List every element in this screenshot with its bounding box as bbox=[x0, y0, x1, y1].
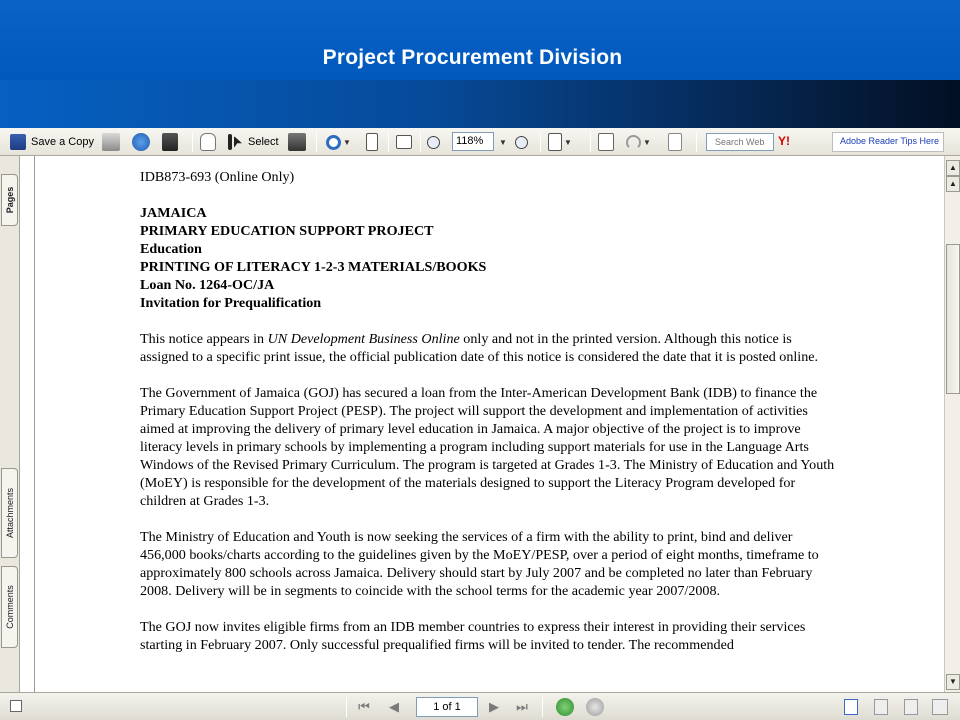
first-page-button[interactable]: ⏮ bbox=[358, 699, 370, 714]
next-page-button[interactable]: ▶ bbox=[489, 699, 499, 714]
reader-toolbar bbox=[0, 128, 960, 156]
zoom-in-button[interactable] bbox=[515, 131, 528, 153]
email-button[interactable] bbox=[132, 131, 150, 153]
select-label: Select bbox=[248, 136, 279, 148]
reader-tips-link[interactable]: Adobe Reader Tips Here bbox=[832, 132, 944, 152]
save-copy-label: Save a Copy bbox=[31, 136, 94, 148]
minus-circle-icon bbox=[427, 136, 440, 149]
page-rotate-icon bbox=[548, 133, 562, 151]
select-tool-button[interactable] bbox=[228, 131, 279, 153]
document-page bbox=[140, 168, 840, 672]
hand-tool-button[interactable] bbox=[200, 131, 216, 153]
fit-page-icon bbox=[366, 133, 378, 151]
last-page-button[interactable]: ⏭ bbox=[516, 699, 528, 714]
text-cursor-icon bbox=[228, 134, 232, 150]
spell-check-icon bbox=[598, 133, 614, 151]
zoom-tool-button[interactable] bbox=[326, 131, 351, 153]
scrollbar-thumb[interactable] bbox=[946, 244, 960, 394]
navigation-panel bbox=[0, 156, 20, 692]
arrow-pointer-icon bbox=[234, 136, 242, 148]
go-forward-button[interactable] bbox=[586, 698, 604, 716]
rotate-page-button[interactable] bbox=[548, 131, 572, 153]
zoom-out-button[interactable] bbox=[427, 131, 440, 153]
heading-line: PRINTING OF LITERACY 1-2-3 MATERIALS/BOOKS bbox=[140, 259, 487, 275]
fit-width-icon bbox=[396, 135, 412, 149]
heading-line: PRIMARY EDUCATION SUPPORT PROJECT bbox=[140, 223, 434, 239]
notice-reference: IDB873-693 (Online Only) bbox=[140, 169, 295, 185]
single-page-view-button[interactable] bbox=[844, 699, 858, 715]
scroll-up-button[interactable]: ▲ bbox=[946, 160, 960, 176]
slide-title: Project Procurement Division bbox=[322, 46, 623, 69]
globe-mail-icon bbox=[132, 133, 150, 151]
yahoo-search-button[interactable]: Y! bbox=[778, 134, 790, 148]
facing-view-button[interactable] bbox=[904, 699, 918, 715]
copy-button[interactable] bbox=[668, 131, 682, 153]
heading-line: Invitation for Prequalification bbox=[140, 295, 322, 311]
body-paragraph: The Government of Jamaica (GOJ) has secured a loan from the Inter-American Development Bank (IDB) to finance the Primary Education Support Project (PESP). The project will support the development and implementation of activities aimed at improving the delivery of primary level education in Jamaica. A major objective of the project is to improve literacy levels in primary schools by implementing a program including support materials for use in the Language Arts Windows of the Revised Primary Curriculum. The program is targeted at Grades 1-3. The Ministry of Education and Youth (MoEY) is responsible for the development of the materials designed to support the Literacy Program developed for children at Grades 1-3. bbox=[140, 385, 835, 509]
find-button[interactable] bbox=[162, 131, 178, 153]
continuous-facing-view-button[interactable] bbox=[932, 699, 948, 715]
vertical-scrollbar[interactable] bbox=[944, 156, 960, 692]
floppy-disk-icon bbox=[10, 134, 26, 150]
tab-comments[interactable] bbox=[1, 566, 18, 648]
print-button[interactable] bbox=[102, 131, 120, 153]
go-back-button[interactable] bbox=[556, 698, 574, 716]
scroll-top-button[interactable]: ▲ bbox=[946, 176, 960, 192]
previous-page-button[interactable]: ◀ bbox=[389, 699, 399, 714]
chevron-down-icon: ▼ bbox=[343, 137, 351, 147]
chevron-down-icon: ▼ bbox=[564, 137, 572, 147]
zoom-level-input[interactable]: 118% bbox=[452, 132, 494, 151]
page-number-input[interactable]: 1 of 1 bbox=[416, 697, 478, 717]
body-paragraph: The Ministry of Education and Youth is now seeking the services of a firm with the ability to print, bind and deliver 456,000 books/charts according to the guidelines given by the MoEY/PESP, over a period of eight months, timeframe to approximately 800 schools across Jamaica. Delivery should start by July 2007 and be completed no later than February 2008. Delivery will be in segments to coincide with the school terms for the academic year 2007/2008. bbox=[140, 529, 819, 599]
fit-height-button[interactable] bbox=[366, 131, 378, 153]
search-web-input[interactable]: Search Web bbox=[706, 133, 774, 151]
undo-button[interactable] bbox=[626, 131, 651, 153]
chevron-down-icon: ▼ bbox=[499, 137, 507, 147]
notice-text: This notice appears in bbox=[140, 331, 268, 347]
continuous-view-button[interactable] bbox=[874, 699, 888, 715]
notice-paragraph bbox=[140, 330, 840, 366]
notice-heading bbox=[140, 204, 840, 312]
heading-line: JAMAICA bbox=[140, 205, 207, 221]
undo-arrow-icon bbox=[626, 135, 641, 150]
camera-icon bbox=[288, 133, 306, 151]
tab-pages-label: Pages bbox=[4, 186, 15, 214]
notice-text: only and not in the printed version. Although this notice is assigned to a specific print issue, the official publication date of this notice is considered the date that it is posted online. bbox=[140, 331, 819, 365]
page-edge bbox=[34, 156, 35, 692]
heading-line: Loan No. 1264-OC/JA bbox=[140, 277, 275, 293]
heading-line: Education bbox=[140, 241, 202, 257]
binoculars-icon bbox=[162, 133, 178, 151]
tab-comments-label: Comments bbox=[4, 585, 15, 629]
tab-attachments[interactable] bbox=[1, 468, 18, 558]
tab-attachments-label: Attachments bbox=[4, 487, 15, 539]
status-bar bbox=[0, 692, 960, 720]
fit-width-button[interactable] bbox=[396, 131, 412, 153]
spell-check-button[interactable] bbox=[598, 131, 614, 153]
save-copy-button[interactable] bbox=[10, 131, 94, 153]
slide-header bbox=[0, 0, 960, 128]
magnifier-plus-icon bbox=[326, 135, 341, 150]
window-icon[interactable] bbox=[10, 700, 22, 712]
scroll-down-button[interactable]: ▼ bbox=[946, 674, 960, 690]
snapshot-button[interactable] bbox=[288, 131, 306, 153]
header-band bbox=[0, 80, 960, 128]
publication-name: UN Development Business Online bbox=[267, 331, 460, 347]
tab-pages[interactable] bbox=[1, 174, 18, 226]
zoom-dropdown[interactable] bbox=[497, 131, 507, 153]
chevron-down-icon: ▼ bbox=[643, 137, 651, 147]
body-paragraph: The GOJ now invites eligible firms from an IDB member countries to express their interest in providing their services starting in February 2007. Only successful prequalified firms will be invited to tender. The recommended bbox=[140, 619, 806, 653]
printer-icon bbox=[102, 133, 120, 151]
copy-icon bbox=[668, 133, 682, 151]
hand-icon bbox=[200, 133, 216, 151]
plus-circle-icon bbox=[515, 136, 528, 149]
